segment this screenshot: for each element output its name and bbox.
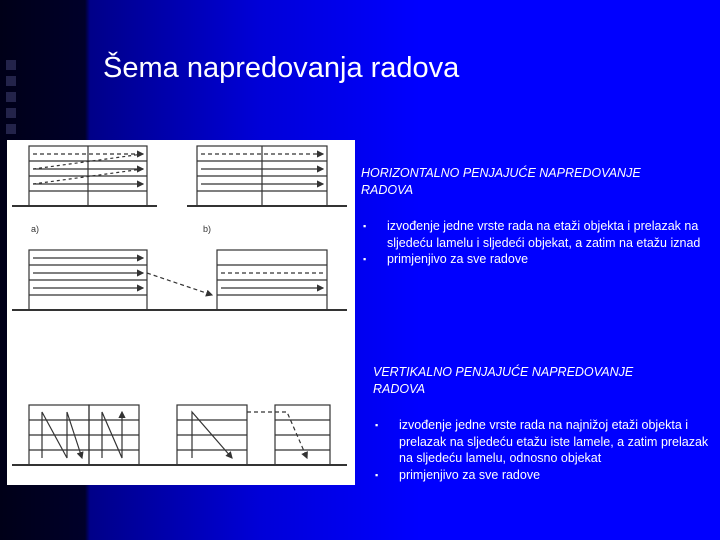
list-item — [361, 251, 701, 268]
decor-square — [6, 92, 16, 102]
decor-square — [6, 76, 16, 86]
horizontal-heading-line2: RADOVA — [361, 182, 414, 197]
horizontal-section — [361, 165, 701, 268]
figure-label-a: a) — [31, 224, 40, 234]
bullet-text: izvođenje jedne vrste rada na najnižoj etaži objekta i prelazak na sljedeću etažu iste lamele, a zatim prelazak na sljedeću lamelu, odnosno objekat — [399, 418, 709, 465]
slide-title: Šema napredovanja radova — [103, 52, 460, 84]
progress-schema-figure — [7, 140, 355, 485]
vertical-heading — [373, 364, 720, 397]
horizontal-heading-line1: HORIZONTALNO PENJAJUĆE NAPREDOVANJE — [361, 166, 641, 180]
bullet-text: izvođenje jedne vrste rada na etaži objekta i prelazak na sljedeću lamelu i sljedeći objekat, a zatim na etažu iznad — [387, 219, 701, 250]
vertical-bullet-list — [373, 417, 720, 483]
list-item — [373, 417, 720, 467]
decor-square — [6, 124, 16, 134]
schema-drawing — [7, 140, 355, 485]
decor-square — [6, 60, 16, 70]
decor-square — [6, 108, 16, 118]
bullet-icon: ▪ — [363, 221, 367, 231]
vertical-heading-line2: RADOVA — [373, 381, 426, 396]
list-item — [373, 467, 720, 484]
vertical-section — [373, 364, 720, 483]
bullet-icon: ▪ — [375, 420, 379, 430]
bullet-icon: ▪ — [375, 469, 379, 480]
bullet-text: primjenjivo za sve radove — [399, 467, 541, 482]
figure-label-b: b) — [203, 224, 212, 234]
bullet-icon: ▪ — [363, 254, 367, 264]
horizontal-heading — [361, 165, 701, 198]
vertical-heading-line1: VERTIKALNO PENJAJUĆE NAPREDOVANJE — [373, 365, 634, 379]
bullet-text: primjenjivo za sve radove — [387, 252, 529, 266]
list-item — [361, 218, 701, 251]
horizontal-bullet-list — [361, 218, 701, 268]
